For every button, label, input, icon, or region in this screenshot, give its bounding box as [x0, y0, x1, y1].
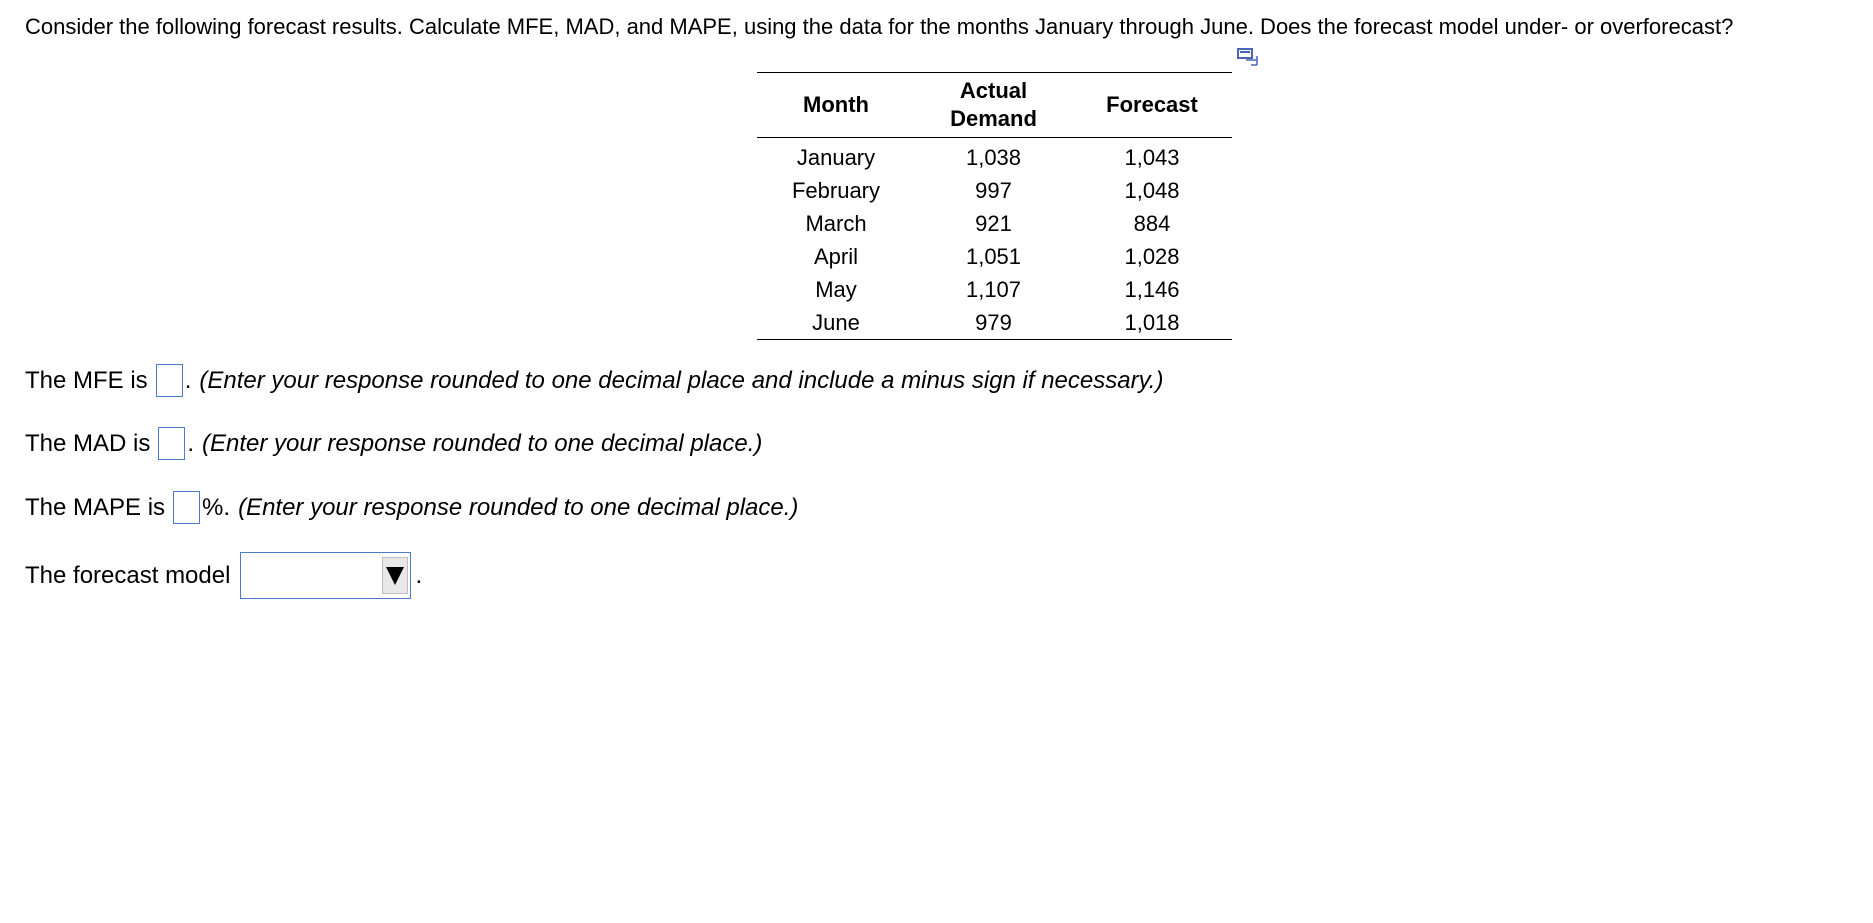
table-row	[757, 138, 1232, 175]
cell-month: April	[813, 244, 858, 269]
table-row	[757, 174, 1232, 207]
cell-actual: 979	[915, 306, 1072, 340]
mape-percent: %.	[202, 493, 231, 521]
mad-period: .	[187, 429, 195, 457]
cell-forecast: 1,018	[1072, 306, 1232, 340]
model-answer-line	[25, 552, 422, 599]
cell-forecast: 884	[1133, 211, 1171, 236]
mape-label: The MAPE is	[25, 493, 166, 521]
forecast-model-dropdown[interactable]	[240, 552, 411, 599]
header-actual-line2: Demand	[950, 106, 1037, 131]
model-label: The forecast model	[25, 561, 231, 589]
table-row	[757, 273, 1232, 306]
header-forecast: Forecast	[1072, 73, 1232, 138]
cell-actual: 1,051	[965, 244, 1022, 269]
mfe-input[interactable]	[156, 364, 183, 397]
forecast-data-table	[757, 72, 1232, 340]
mape-answer-line	[25, 491, 798, 524]
cell-forecast: 1,146	[1124, 277, 1180, 302]
cell-actual: 997	[975, 178, 1012, 203]
cell-actual: 1,038	[965, 145, 1022, 170]
mape-hint: (Enter your response rounded to one decimal place.)	[238, 493, 799, 521]
copy-table-icon[interactable]	[1237, 48, 1259, 66]
cell-month: February	[791, 178, 881, 203]
cell-forecast: 1,048	[1124, 178, 1180, 203]
question-text: Consider the following forecast results. Calculate MFE, MAD, and MAPE, using the data for the months January through June. Does the forecast model under- or overforecast?	[25, 14, 1734, 39]
cell-actual: 921	[975, 211, 1012, 236]
table-row	[757, 240, 1232, 273]
cell-actual: 1,107	[965, 277, 1022, 302]
cell-forecast: 1,028	[1124, 244, 1180, 269]
header-actual-demand	[915, 73, 1072, 138]
mad-input[interactable]	[158, 427, 185, 460]
mad-label: The MAD is	[25, 429, 151, 457]
table-header-row	[757, 73, 1232, 138]
mfe-label: The MFE is	[25, 366, 148, 394]
cell-month: March	[805, 211, 867, 236]
model-period: .	[415, 561, 423, 589]
dropdown-selected-value	[241, 553, 382, 598]
mfe-hint: (Enter your response rounded to one decimal place and include a minus sign if necessary.)	[199, 366, 1164, 394]
mad-answer-line	[25, 427, 762, 460]
cell-forecast: 1,043	[1124, 145, 1180, 170]
cell-month: June	[757, 306, 915, 340]
mape-input[interactable]	[173, 491, 200, 524]
header-actual-line1: Actual	[959, 78, 1028, 103]
table-row	[757, 207, 1232, 240]
dropdown-arrow-icon[interactable]	[382, 557, 408, 594]
mfe-answer-line	[25, 364, 1163, 397]
table-row	[757, 306, 1232, 340]
mad-hint: (Enter your response rounded to one decimal place.)	[202, 429, 763, 457]
mfe-period: .	[184, 366, 192, 394]
cell-month: May	[815, 277, 857, 302]
cell-month: January	[796, 145, 876, 170]
header-month: Month	[757, 73, 915, 138]
